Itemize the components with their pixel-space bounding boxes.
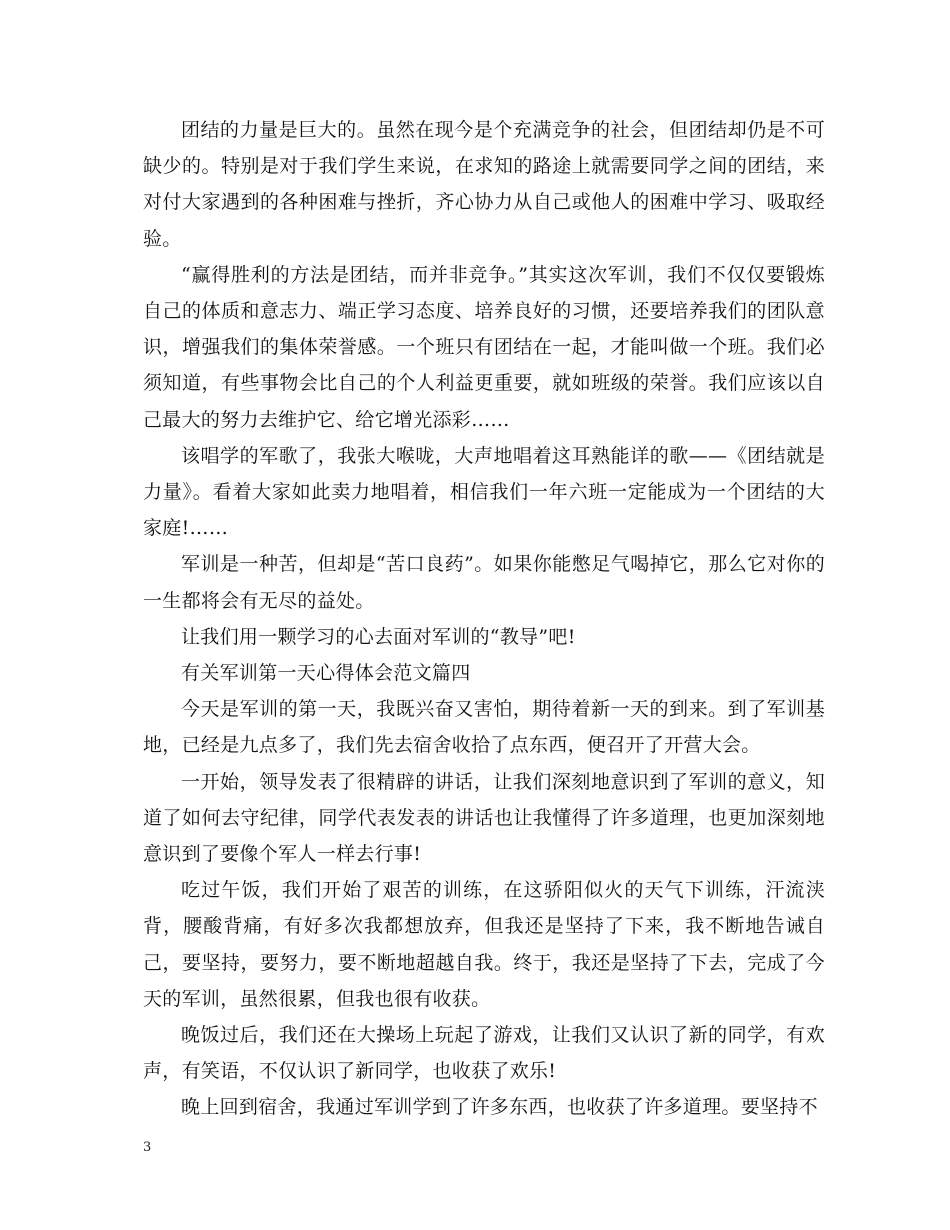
paragraph-5: 让我们用一颗学习的心去面对军训的“教导”吧!: [181, 625, 576, 648]
paragraph-8: 一开始，领导发表了很精辟的讲话，让我们深刻地意识到了军训的意义，知道了如何去守纪律，同学代表发表的讲话也让我懂得了许多道理，也更加深刻地意识到了要像个军人一样去行事!: [143, 770, 825, 866]
page-number: 3: [143, 1140, 152, 1155]
paragraph-2: “赢得胜利的方法是团结，而并非竞争。”其实这次军训，我们不仅仅要锻炼自己的体质和意志力、端正学习态度、培养良好的习惯，还要培养我们的团队意识，增强我们的集体荣誉感。一个班只有团结在一起，才能叫做一个班。我们必须知道，有些事物会比自己的个人利益更重要，就如班级的荣誉。我们应该以自己最大的努力去维护它、给它增光添彩……: [143, 263, 825, 431]
paragraph-3: 该唱学的军歌了，我张大喉咙，大声地唱着这耳熟能详的歌——《团结就是力量》。看着大家如此卖力地唱着，相信我们一年六班一定能成为一个团结的大家庭!……: [143, 444, 825, 540]
section-heading: 有关军训第一天心得体会范文篇四: [181, 662, 471, 685]
paragraph-1: 团结的力量是巨大的。虽然在现今是个充满竞争的社会，但团结却仍是不可缺少的。特别是对于我们学生来说，在求知的路途上就需要同学之间的团结，来对付大家遇到的各种困难与挫折，齐心协力从自己或他人的困难中学习、吸取经验。: [143, 119, 825, 250]
paragraph-9: 吃过午饭，我们开始了艰苦的训练，在这骄阳似火的天气下训练，汗流浃背，腰酸背痛，有好多次我都想放弃，但我还是坚持了下来，我不断地告诫自己，要坚持，要努力，要不断地超越自我。终于，我还是坚持了下去，完成了今天的军训，虽然很累，但我也很有收获。: [143, 879, 825, 1010]
paragraph-7: 今天是军训的第一天，我既兴奋又害怕，期待着新一天的到来。到了军训基地，已经是九点多了，我们先去宿舍收拾了点东西，便召开了开营大会。: [143, 698, 825, 757]
paragraph-10: 晚饭过后，我们还在大操场上玩起了游戏，让我们又认识了新的同学，有欢声，有笑语，不仅认识了新同学，也收获了欢乐!: [143, 1024, 825, 1083]
paragraph-11: 晚上回到宿舍，我通过军训学到了许多东西，也收获了许多道理。要坚持不: [181, 1096, 818, 1119]
document-body: [143, 112, 825, 1126]
paragraph-4: 军训是一种苦，但却是“苦口良药”。如果你能憋足气喝掉它，那么它对你的一生都将会有无尽的益处。: [143, 553, 825, 612]
